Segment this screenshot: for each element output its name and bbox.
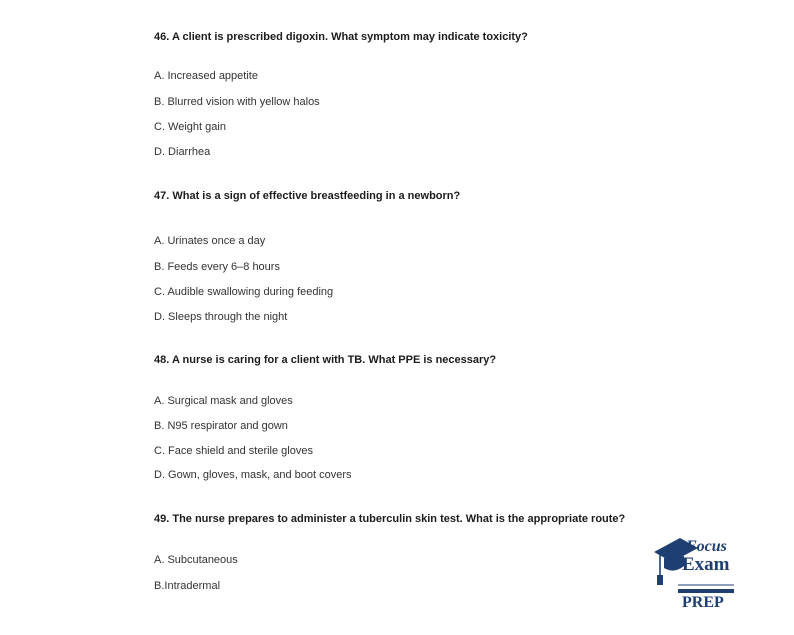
- option-b: B. Blurred vision with yellow halos: [154, 96, 320, 108]
- question-text: 49. The nurse prepares to administer a tuberculin skin test. What is the appropriate route?: [154, 513, 626, 525]
- logo-line-prep: PREP: [682, 594, 724, 611]
- question-text: 48. A nurse is caring for a client with TB. What PPE is necessary?: [154, 354, 497, 366]
- option-a: A. Increased appetite: [154, 70, 258, 82]
- option-a: A. Urinates once a day: [154, 235, 266, 247]
- question-text: 46. A client is prescribed digoxin. What symptom may indicate toxicity?: [154, 31, 528, 43]
- option-d: D. Gown, gloves, mask, and boot covers: [154, 469, 352, 481]
- option-c: C. Weight gain: [154, 121, 226, 133]
- question-46: [154, 30, 754, 158]
- focus-exam-prep-logo: [652, 534, 736, 614]
- question-47: [154, 189, 754, 323]
- option-b: B. N95 respirator and gown: [154, 420, 288, 432]
- option-a: A. Surgical mask and gloves: [154, 395, 293, 407]
- question-48: [154, 353, 754, 481]
- question-text: 47. What is a sign of effective breastfeeding in a newborn?: [154, 190, 461, 202]
- option-a: A. Subcutaneous: [154, 554, 238, 566]
- option-b: B. Feeds every 6–8 hours: [154, 261, 280, 273]
- option-d: D. Sleeps through the night: [154, 311, 288, 323]
- option-b: B.Intradermal: [154, 580, 221, 592]
- option-d: D. Diarrhea: [154, 146, 211, 158]
- option-c: C. Audible swallowing during feeding: [154, 286, 334, 298]
- option-c: C. Face shield and sterile gloves: [154, 445, 313, 457]
- logo-line-exam: Exam: [682, 554, 730, 575]
- logo-line-focus: Focus: [686, 538, 727, 555]
